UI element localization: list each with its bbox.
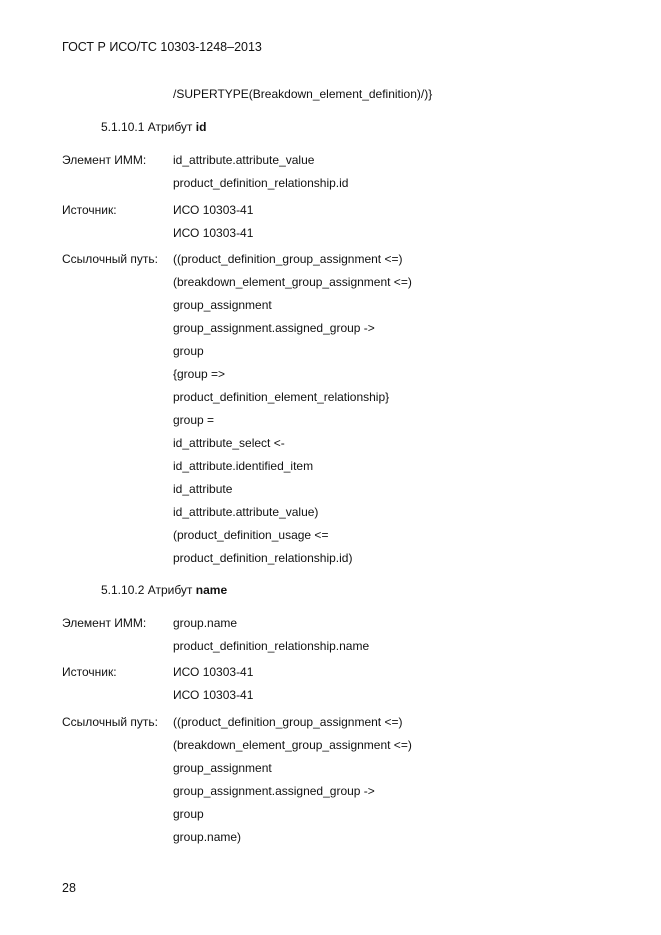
reference-path-line: ((product_definition_group_assignment <=) xyxy=(173,252,403,266)
reference-path-line: product_definition_element_relationship} xyxy=(173,390,390,404)
reference-path-line: {group => xyxy=(173,367,226,381)
source-value: ИСО 10303-41 xyxy=(173,665,254,679)
section-number: 5.1.10.1 Атрибут xyxy=(101,120,193,134)
reference-path-label: Ссылочный путь: xyxy=(62,252,158,266)
page-number: 28 xyxy=(62,881,76,895)
reference-path-line: group xyxy=(173,807,204,821)
section-heading-id xyxy=(101,120,206,134)
reference-path-line: (product_definition_usage <= xyxy=(173,528,329,542)
reference-path-line: group_assignment.assigned_group -> xyxy=(173,784,375,798)
reference-path-label: Ссылочный путь: xyxy=(62,715,158,729)
reference-path-line: group xyxy=(173,344,204,358)
reference-path-line: group.name) xyxy=(173,830,242,844)
reference-path-line: id_attribute xyxy=(173,482,233,496)
source-value: ИСО 10303-41 xyxy=(173,226,254,240)
element-value: product_definition_relationship.name xyxy=(173,639,370,653)
source-label: Источник: xyxy=(62,203,117,217)
element-value: id_attribute.attribute_value xyxy=(173,153,315,167)
reference-path-line: group_assignment.assigned_group -> xyxy=(173,321,375,335)
section-heading-name xyxy=(101,583,227,597)
section-attribute-name: id xyxy=(195,120,207,134)
document-header: ГОСТ Р ИСО/ТС 10303-1248–2013 xyxy=(62,40,262,54)
source-value: ИСО 10303-41 xyxy=(173,688,254,702)
reference-path-line: ((product_definition_group_assignment <=) xyxy=(173,715,403,729)
reference-path-line: group = xyxy=(173,413,215,427)
section-number: 5.1.10.2 Атрибут xyxy=(101,583,193,597)
source-value: ИСО 10303-41 xyxy=(173,203,254,217)
reference-path-line: group_assignment xyxy=(173,761,272,775)
element-value: product_definition_relationship.id xyxy=(173,176,349,190)
supertype-line: /SUPERTYPE(Breakdown_element_definition)/)} xyxy=(173,87,433,101)
reference-path-line: id_attribute_select <- xyxy=(173,436,285,450)
reference-path-line: id_attribute.attribute_value) xyxy=(173,505,319,519)
reference-path-line: id_attribute.identified_item xyxy=(173,459,314,473)
section-attribute-name: name xyxy=(195,583,228,597)
source-label: Источник: xyxy=(62,665,117,679)
element-label: Элемент ИММ: xyxy=(62,153,147,167)
reference-path-line: group_assignment xyxy=(173,298,272,312)
element-label: Элемент ИММ: xyxy=(62,616,147,630)
reference-path-line: product_definition_relationship.id) xyxy=(173,551,353,565)
reference-path-line: (breakdown_element_group_assignment <=) xyxy=(173,738,412,752)
reference-path-line: (breakdown_element_group_assignment <=) xyxy=(173,275,412,289)
element-value: group.name xyxy=(173,616,238,630)
